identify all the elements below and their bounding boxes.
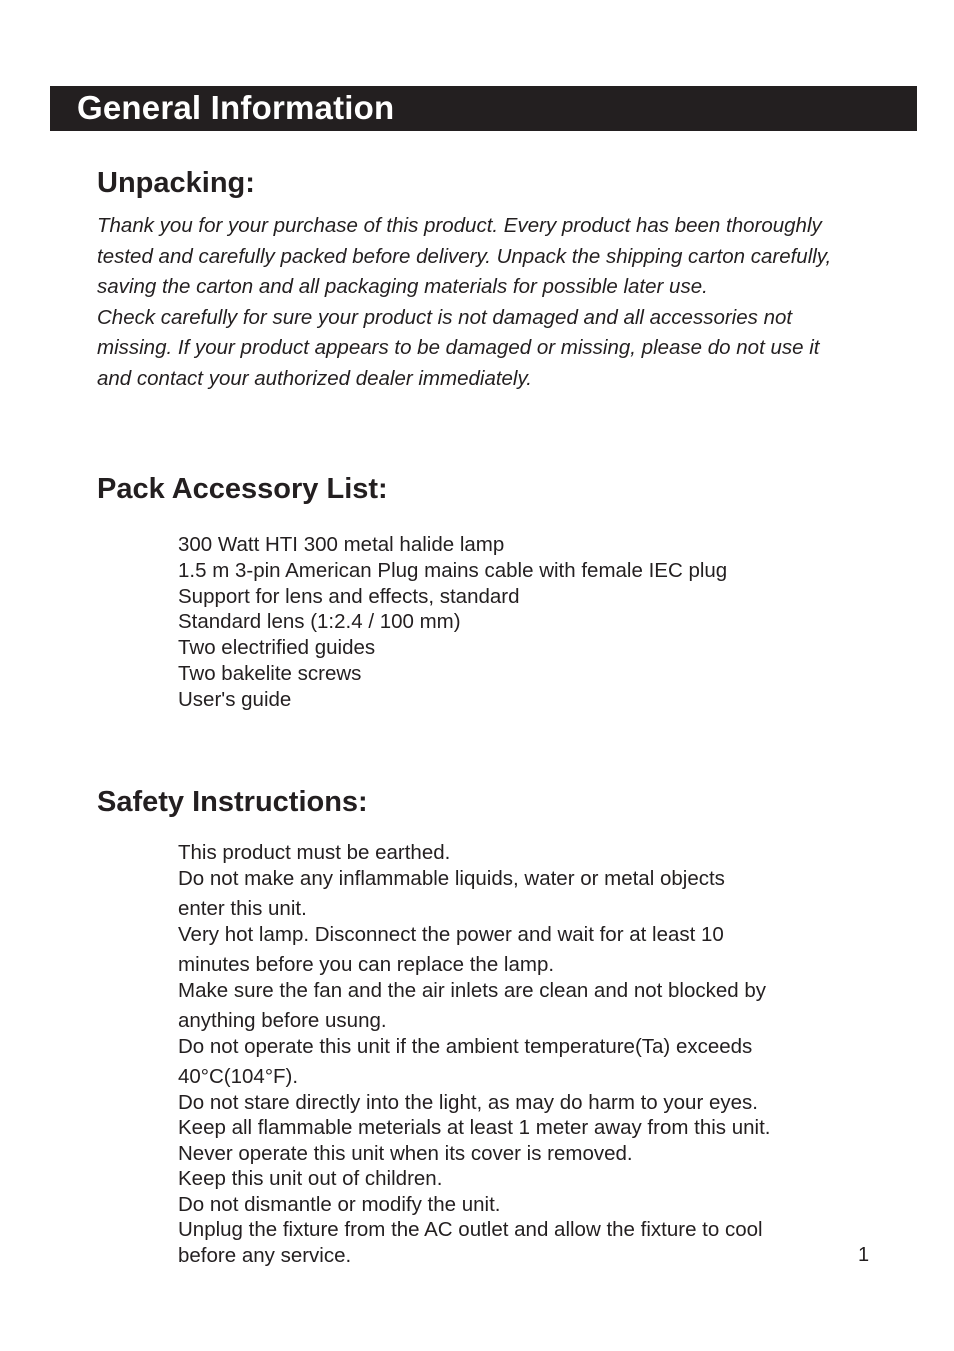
line-text: Keep all flammable meterials at least 1 meter away from this unit. — [178, 1116, 771, 1139]
list-item — [178, 840, 770, 866]
line-text: Do not stare directly into the light, as may do harm to your eyes. — [178, 1090, 758, 1114]
list-item: 300 Watt HTI 300 metal halide lamp — [178, 533, 505, 556]
page-number: 1 — [858, 1244, 870, 1266]
list-item — [178, 1115, 770, 1141]
line-text: Make sure the fan and the air inlets are clean and not blocked by — [178, 978, 767, 1002]
line-text: Keep this unit out of children. — [178, 1167, 443, 1190]
banner-title: General Information — [77, 89, 395, 126]
line-text: Do not dismantle or modify the unit. — [178, 1192, 501, 1216]
line-text: before any service. — [178, 1243, 352, 1267]
line-text: Unplug the fixture from the AC outlet and allow the fixture to cool — [178, 1218, 763, 1241]
list-item: Standard lens (1:2.4 / 100 mm) — [178, 610, 461, 634]
list-item — [178, 1090, 770, 1116]
line-text: Never operate this unit when its cover is removed. — [178, 1141, 633, 1165]
line-text: 40°C(104°F). — [178, 1065, 299, 1088]
unpacking-paragraph-2: Check carefully for sure your product is not damaged and all accessories not missing. If your product appears to be damaged or missing, please do not use it and contact your authorized dealer immediately. — [97, 305, 820, 390]
line-text: Do not make any inflammable liquids, water or metal objects — [178, 866, 725, 890]
list-item — [178, 1034, 770, 1090]
list-item — [178, 978, 770, 1034]
list-item — [178, 1166, 770, 1192]
section-banner — [50, 86, 917, 131]
unpacking-text — [97, 211, 857, 394]
safety-list — [178, 840, 770, 1268]
list-item: 1.5 m 3-pin American Plug mains cable with female IEC plug — [178, 558, 728, 582]
line-text: enter this unit. — [178, 897, 307, 920]
list-item — [178, 1192, 770, 1218]
line-text: Do not operate this unit if the ambient temperature(Ta) exceeds — [178, 1034, 753, 1058]
accessory-list — [178, 532, 727, 713]
list-item — [178, 922, 770, 978]
list-item: Two bakelite screws — [178, 661, 362, 685]
list-item — [178, 866, 770, 922]
list-item — [178, 1141, 770, 1167]
line-text: Very hot lamp. Disconnect the power and wait for at least 10 — [178, 922, 724, 946]
list-item: User's guide — [178, 687, 292, 711]
safety-heading: Safety Instructions: — [97, 786, 368, 818]
list-item: Support for lens and effects, standard — [178, 584, 520, 608]
line-text: anything before usung. — [178, 1009, 387, 1032]
list-item — [178, 1217, 770, 1268]
unpacking-heading: Unpacking: — [97, 167, 255, 199]
unpacking-paragraph-1: Thank you for your purchase of this product. Every product has been thoroughly tested and carefully packed before delivery. Unpack the shipping carton carefully, saving the carton and all packaging materials for possible later use. — [97, 214, 832, 298]
pack-accessory-heading: Pack Accessory List: — [97, 473, 388, 505]
line-text: minutes before you can replace the lamp. — [178, 953, 555, 976]
list-item: Two electrified guides — [178, 636, 376, 660]
line-text: This product must be earthed. — [178, 841, 451, 864]
